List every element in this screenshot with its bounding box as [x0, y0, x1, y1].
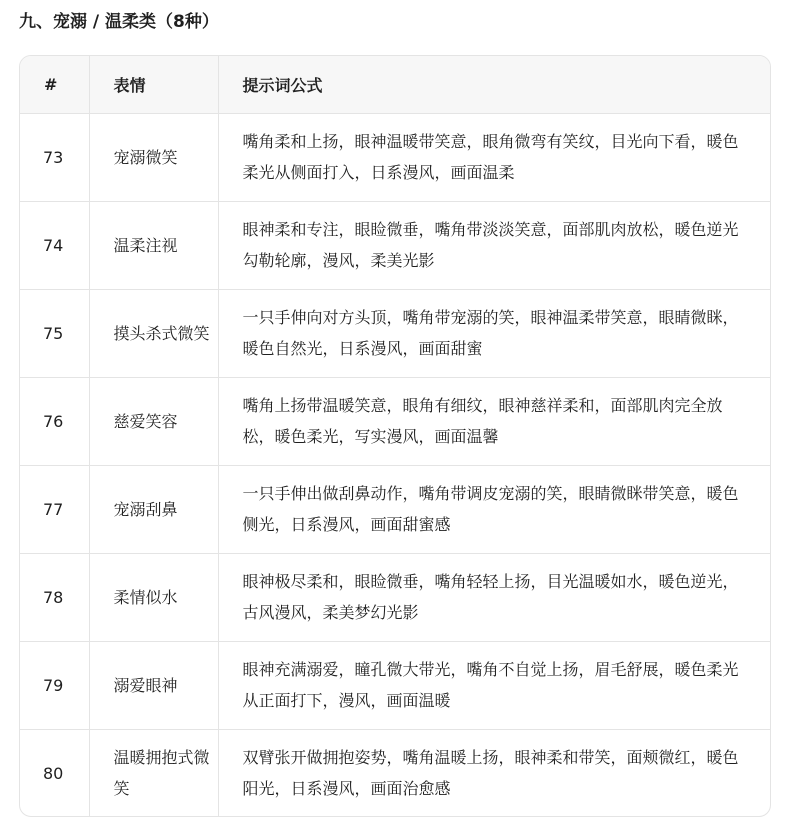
row-formula: 眼神充满溺爱，瞳孔微大带光，嘴角不自觉上扬，眉毛舒展，暖色柔光从正面打下，漫风，画面温暖	[218, 641, 770, 729]
row-expression: 柔情似水	[89, 553, 218, 641]
row-expression: 温暖拥抱式微笑	[89, 729, 218, 817]
row-num: 75	[20, 289, 89, 377]
header-expression: 表情	[89, 56, 218, 113]
row-formula: 一只手伸向对方头顶，嘴角带宠溺的笑，眼神温柔带笑意，眼睛微眯，暖色自然光，日系漫风，画面甜蜜	[218, 289, 770, 377]
table-row	[20, 553, 770, 641]
row-formula: 双臂张开做拥抱姿势，嘴角温暖上扬，眼神柔和带笑，面颊微红，暖色阳光，日系漫风，画面治愈感	[242, 748, 739, 799]
row-formula: 嘴角柔和上扬，眼神温暖带笑意，眼角微弯有笑纹，目光向下看，暖色柔光从侧面打入，日系漫风，画面温柔	[218, 113, 770, 201]
row-expression: 溺爱眼神	[89, 641, 218, 729]
table-row	[20, 289, 770, 377]
prompt-table	[20, 56, 770, 817]
row-expression: 宠溺微笑	[89, 113, 218, 201]
row-num: 78	[20, 553, 89, 641]
row-expression: 慈爱笑容	[89, 377, 218, 465]
row-expression: 摸头杀式微笑	[89, 289, 218, 377]
row-formula: 嘴角上扬带温暖笑意，眼角有细纹，眼神慈祥柔和，面部肌肉完全放松，暖色柔光，写实漫风，画面温馨	[218, 377, 770, 465]
row-num: 76	[20, 377, 89, 465]
section-title: 九、宠溺 / 温柔类（8种）	[19, 12, 219, 32]
row-num: 79	[20, 641, 89, 729]
table-row	[20, 377, 770, 465]
row-num: 80	[20, 729, 89, 817]
header-formula: 提示词公式	[218, 56, 770, 113]
table-row	[20, 465, 770, 553]
table-row	[20, 201, 770, 289]
prompt-table-container	[19, 55, 771, 817]
row-formula: 眼神柔和专注，眼睑微垂，嘴角带淡淡笑意，面部肌肉放松，暖色逆光勾勒轮廓，漫风，柔美光影	[218, 201, 770, 289]
table-row	[20, 113, 770, 201]
row-formula: 眼神极尽柔和，眼睑微垂，嘴角轻轻上扬，目光温暖如水，暖色逆光，古风漫风，柔美梦幻光影	[218, 553, 770, 641]
row-num: 73	[20, 113, 89, 201]
table-row	[20, 729, 770, 817]
row-num: 77	[20, 465, 89, 553]
header-num: #	[20, 56, 89, 113]
table-row	[20, 641, 770, 729]
row-formula: 一只手伸出做刮鼻动作，嘴角带调皮宠溺的笑，眼睛微眯带笑意，暖色侧光，日系漫风，画面甜蜜感	[218, 465, 770, 553]
table-header-row	[20, 56, 770, 113]
row-expression: 温柔注视	[89, 201, 218, 289]
row-num: 74	[20, 201, 89, 289]
row-expression: 宠溺刮鼻	[89, 465, 218, 553]
